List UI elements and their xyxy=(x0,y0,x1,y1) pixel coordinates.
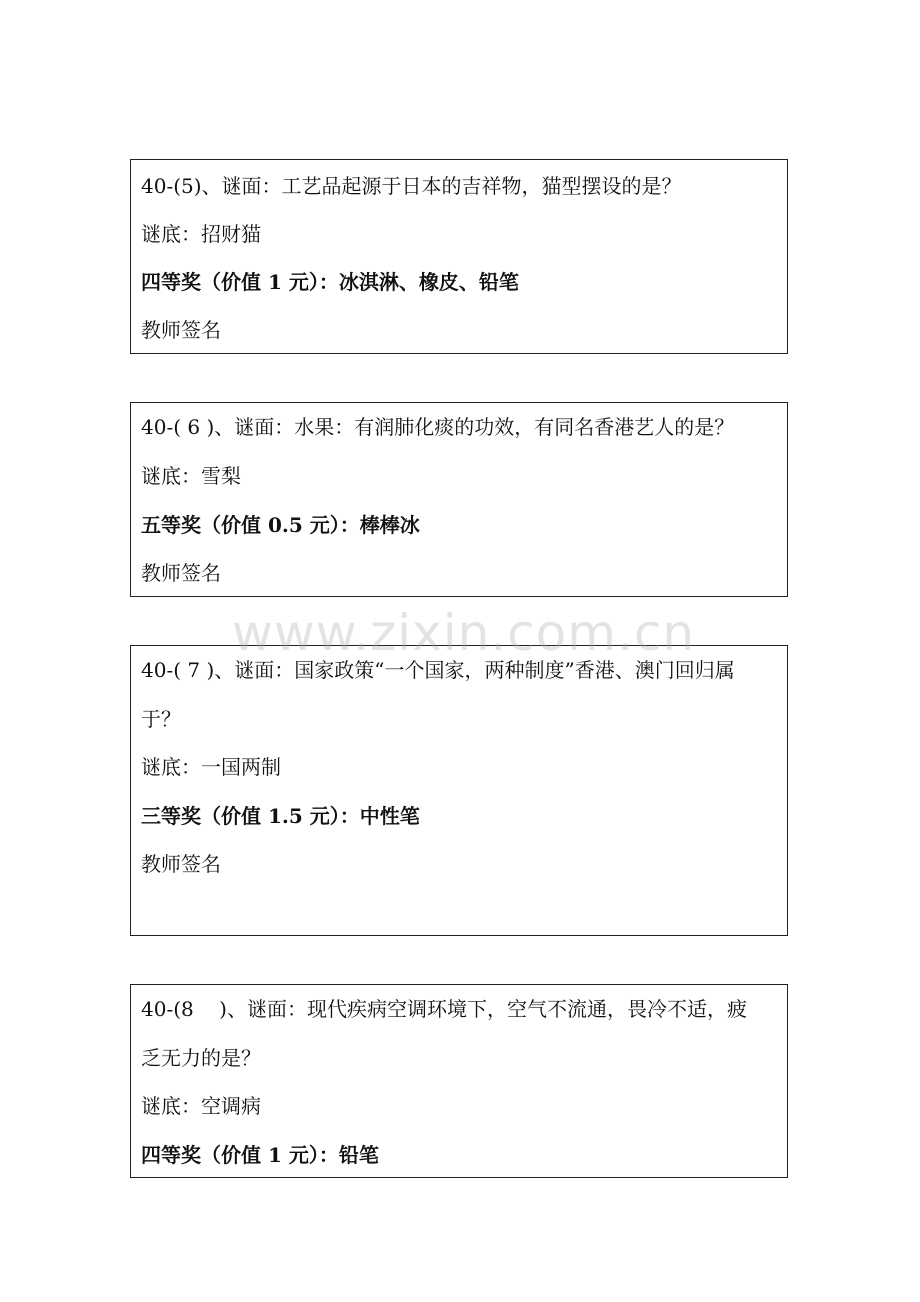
riddle-card-2 xyxy=(130,402,788,597)
riddle-question: 40-( 6 )、谜面：水果：有润肺化痰的功效，有同名香港艺人的是？ xyxy=(141,415,735,439)
riddle-answer: 谜底：雪梨 xyxy=(141,464,241,488)
riddle-answer: 谜底：空调病 xyxy=(141,1094,261,1118)
riddle-question: 40-(5)、谜面：工艺品起源于日本的吉祥物，猫型摆设的是？ xyxy=(141,174,682,198)
riddle-card-1 xyxy=(130,159,788,354)
teacher-signature-label: 教师签名 xyxy=(141,561,221,585)
teacher-signature-label: 教师签名 xyxy=(141,852,221,876)
riddle-question-line-2: 乏无力的是？ xyxy=(141,1046,261,1070)
riddle-card-4 xyxy=(130,984,788,1178)
riddle-card-3 xyxy=(130,645,788,936)
riddle-answer: 谜底：招财猫 xyxy=(141,222,261,246)
prize-label: 四等奖（价值 1 元）：铅笔 xyxy=(141,1143,379,1167)
prize-label: 四等奖（价值 1 元）：冰淇淋、橡皮、铅笔 xyxy=(141,270,519,294)
riddle-question-line-1: 40-( 7 )、谜面：国家政策“一个国家，两种制度”香港、澳门回归属 xyxy=(141,658,735,682)
riddle-question-line-2: 于？ xyxy=(141,707,181,731)
prize-label: 五等奖（价值 0.5 元）：棒棒冰 xyxy=(141,513,420,537)
riddle-answer: 谜底：一国两制 xyxy=(141,755,281,779)
watermark: www.zixin.com.cn xyxy=(232,604,696,662)
teacher-signature-label: 教师签名 xyxy=(141,318,221,342)
prize-label: 三等奖（价值 1.5 元）：中性笔 xyxy=(141,804,420,828)
riddle-question-line-1: 40-(8 )、谜面：现代疾病空调环境下，空气不流通，畏冷不适，疲 xyxy=(141,997,747,1021)
